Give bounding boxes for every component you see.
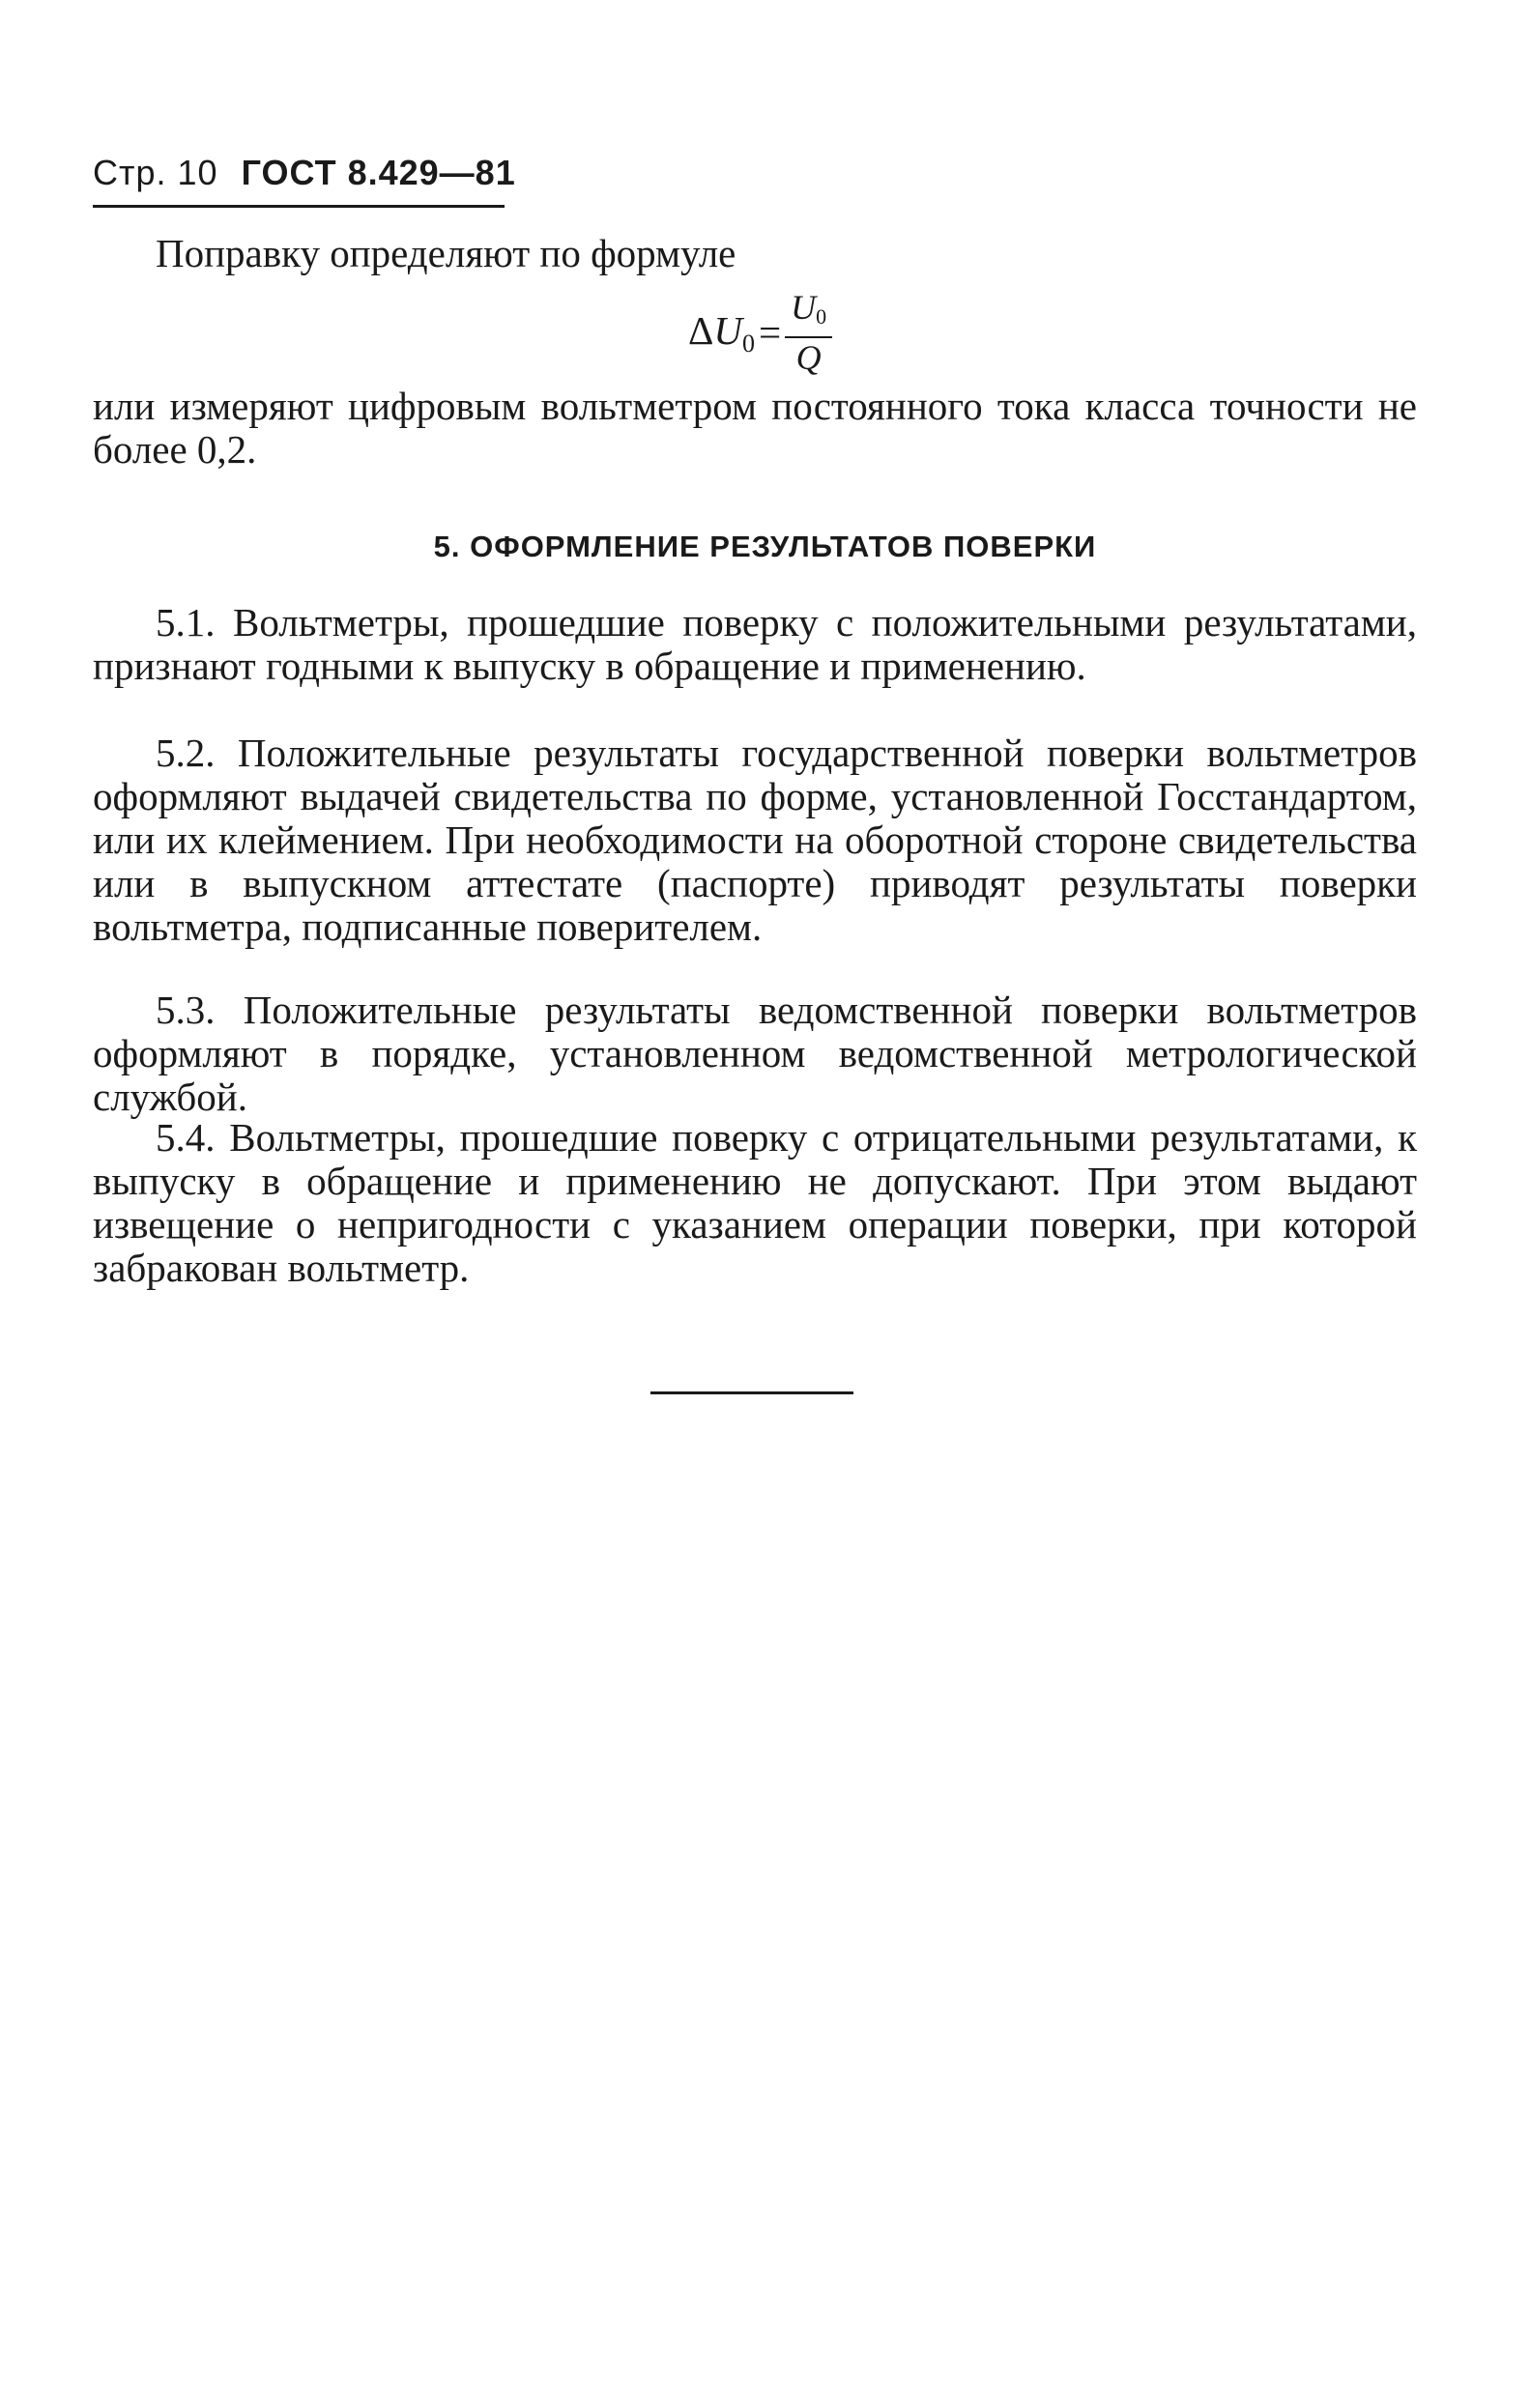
- formula-fraction: [785, 290, 832, 375]
- end-rule: [650, 1391, 853, 1394]
- correction-formula: [688, 290, 832, 375]
- formula-lhs-var: U: [713, 307, 742, 353]
- paragraph-5-1: 5.1. Вольтметры, прошедшие поверку с положительными результатами, признают годными к выпуску в обращение и применению.: [93, 600, 1417, 688]
- header-rule: [93, 205, 505, 208]
- formula-lhs: [688, 307, 755, 358]
- formula-denominator: Q: [795, 338, 822, 377]
- formula-equals: =: [758, 310, 782, 355]
- page-header: [93, 153, 516, 193]
- section-title: 5. ОФОРМЛЕНИЕ РЕЗУЛЬТАТОВ ПОВЕРКИ: [433, 530, 1097, 563]
- formula-num-sub: 0: [816, 304, 827, 329]
- intro-text: Поправку определяют по формуле: [156, 231, 736, 275]
- formula-delta: Δ: [688, 307, 714, 353]
- formula-numerator: [785, 290, 832, 338]
- standard-designation: ГОСТ 8.429—81: [241, 153, 516, 192]
- formula-num-var: U: [791, 288, 817, 327]
- paragraph-5-4: 5.4. Вольтметры, прошедшие поверку с отрицательными результатами, к выпуску в обращение и применению не допускают. При этом выдают извещение о непригодности с указанием операции поверки, при которой забракован вольтметр.: [93, 1115, 1417, 1290]
- paragraph-5-2: 5.2. Положительные результаты государственной поверки вольтметров оформляют выдачей свидетельства по форме, установленной Госстандартом, или их клеймением. При необходимости на оборотной стороне свидетельства или в выпускном аттестате (паспорте) приводят результаты поверки вольтметра, подписанные поверителем.: [93, 731, 1417, 949]
- continuation-text: или измеряют цифровым вольтметром постоянного тока класса точности не более 0,2.: [93, 384, 1417, 472]
- paragraph-5-3: 5.3. Положительные результаты ведомственной поверки вольтметров оформляют в порядке, установленном ведомственной метрологической службой.: [93, 988, 1417, 1119]
- page-number: Стр. 10: [93, 153, 218, 192]
- formula-lhs-sub: 0: [741, 329, 755, 358]
